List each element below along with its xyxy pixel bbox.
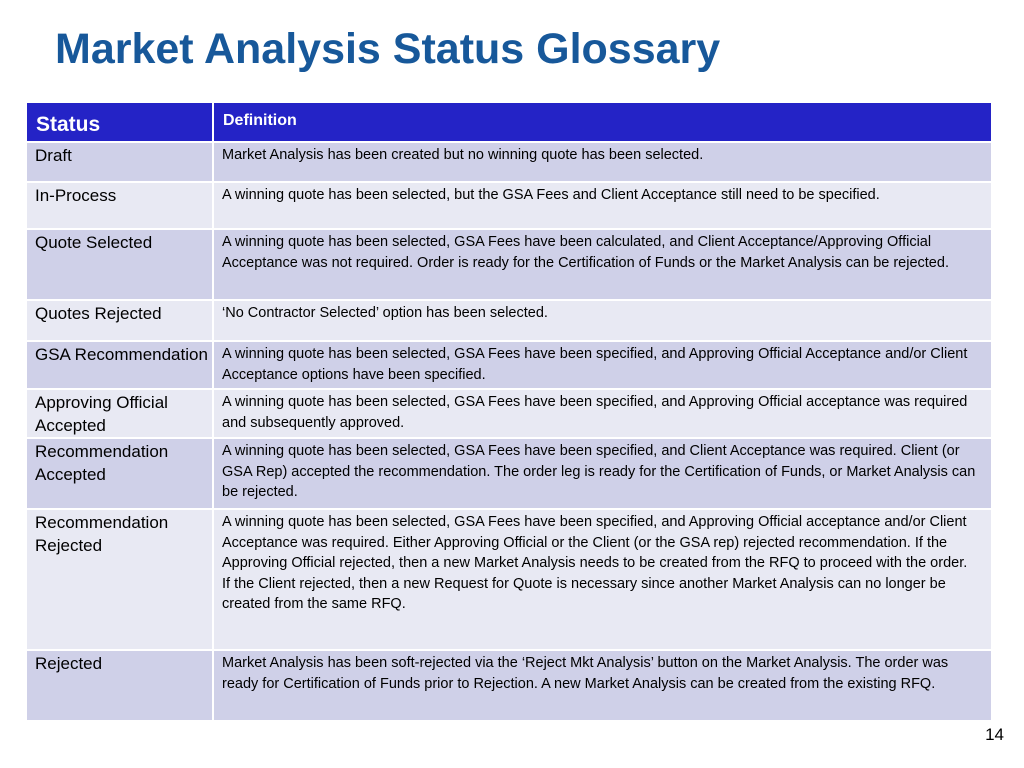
table-row — [26, 142, 992, 182]
table-row — [26, 509, 992, 650]
definition-cell: ‘No Contractor Selected’ option has been selected. — [213, 300, 992, 341]
slide-title: Market Analysis Status Glossary — [55, 25, 721, 73]
definition-column-header: Definition — [213, 102, 992, 142]
status-cell: Rejected — [26, 650, 213, 721]
table-row — [26, 300, 992, 341]
table-row — [26, 650, 992, 721]
status-cell: Recommendation Rejected — [26, 509, 213, 650]
definition-cell: A winning quote has been selected, GSA Fees have been specified, and Approving Official acceptance and/or Client Acceptance was required. Either Approving Official or the Client (or the GSA rep) rejected recommendation. If the Approving Official rejected, then a new Market Analysis needs to be created from the RFQ to proceed with the order. If the Client rejected, then a new Request for Quote is necessary since another Market Analysis can no longer be created from the same RFQ. — [213, 509, 992, 650]
status-cell: Draft — [26, 142, 213, 182]
definition-cell: A winning quote has been selected, GSA Fees have been calculated, and Client Acceptance/Approving Official Acceptance was not required. Order is ready for the Certification of Funds or the Market Analysis can be rejected. — [213, 229, 992, 300]
definition-cell: A winning quote has been selected, GSA Fees have been specified, and Client Acceptance was required. Client (or GSA Rep) accepted the recommendation. The order leg is ready for the Certification of Funds, or Market Analysis can be rejected. — [213, 438, 992, 509]
status-cell: Recommendation Accepted — [26, 438, 213, 509]
table-row — [26, 389, 992, 438]
status-glossary-table — [25, 101, 993, 722]
status-cell: GSA Recommendation — [26, 341, 213, 389]
table-row — [26, 341, 992, 389]
definition-cell: Market Analysis has been soft-rejected via the ‘Reject Mkt Analysis’ button on the Market Analysis. The order was ready for Certification of Funds prior to Rejection. A new Market Analysis can be created from the existing RFQ. — [213, 650, 992, 721]
status-column-header: Status — [26, 102, 213, 142]
definition-cell: Market Analysis has been created but no winning quote has been selected. — [213, 142, 992, 182]
table-row — [26, 229, 992, 300]
status-cell: In-Process — [26, 182, 213, 229]
definition-cell: A winning quote has been selected, GSA Fees have been specified, and Approving Official Acceptance and/or Client Acceptance options have been specified. — [213, 341, 992, 389]
table-row — [26, 438, 992, 509]
status-cell: Approving Official Accepted — [26, 389, 213, 438]
table-row — [26, 182, 992, 229]
table-header-row — [26, 102, 992, 142]
status-cell: Quotes Rejected — [26, 300, 213, 341]
definition-cell: A winning quote has been selected, GSA Fees have been specified, and Approving Official acceptance was required and subsequently approved. — [213, 389, 992, 438]
page-number: 14 — [985, 725, 1004, 744]
definition-cell: A winning quote has been selected, but the GSA Fees and Client Acceptance still need to be specified. — [213, 182, 992, 229]
status-cell: Quote Selected — [26, 229, 213, 300]
